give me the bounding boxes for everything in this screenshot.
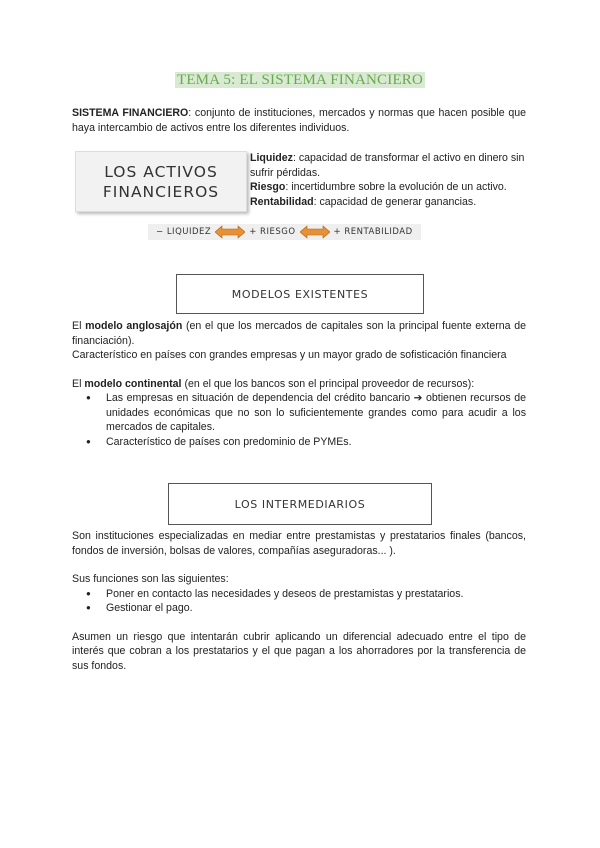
list-item: ● Característico de países con predominio de PYMEs.: [106, 435, 526, 450]
intermediarios-p2: Sus funciones son las siguientes:: [72, 573, 229, 585]
modelos-section: [72, 319, 526, 449]
intermediarios-section: [72, 529, 526, 673]
intro-paragraph: SISTEMA FINANCIERO: conjunto de instituciones, mercados y normas que hacen posible que haya intercambio de activos entre los diferentes individuos.: [72, 107, 526, 134]
modelo-anglosajon-line2: Característico en países con grandes empresas y un mayor grado de sofisticación financiera: [72, 349, 507, 361]
double-arrow-icon: [300, 225, 330, 239]
activos-financieros-image: [75, 151, 247, 212]
double-arrow-icon: [215, 225, 245, 239]
intermediarios-p3: Asumen un riesgo que intentarán cubrir aplicando un diferencial adecuado entre el tipo de interés que cobran a los prestatarios y el que pagan a los ahorradores por la transferencia de sus fondos.: [72, 630, 526, 672]
definition-riesgo: Riesgo: incertidumbre sobre la evolución de un activo.: [250, 181, 507, 193]
intermediarios-heading: LOS INTERMEDIARIOS: [168, 483, 432, 525]
flow-liquidez: − LIQUIDEZ: [156, 227, 212, 237]
activos-line-2: FINANCIEROS: [102, 182, 220, 201]
intermediarios-bullets: [72, 587, 526, 616]
definitions-list: [250, 151, 526, 209]
modelos-heading: MODELOS EXISTENTES: [176, 274, 424, 314]
page-title: TEMA 5: EL SISTEMA FINANCIERO: [176, 72, 424, 88]
intermediarios-p1: Son instituciones especializadas en mediar entre prestamistas y prestatarios finales (bancos, fondos de inversión, bolsas de valores, compañías aseguradoras... ).: [72, 530, 526, 557]
modelo-anglosajon: El modelo anglosajón (en el que los mercados de capitales son la principal fuente externa de financiación).: [72, 320, 527, 347]
modelo-continental-bullets: [72, 391, 526, 449]
list-item: ● Gestionar el pago.: [106, 601, 526, 616]
liquidity-risk-return-diagram: [148, 224, 421, 240]
flow-riesgo: + RIESGO: [249, 227, 296, 237]
list-item: ● Las empresas en situación de dependencia del crédito bancario ➔ obtienen recursos de unidades económicas que no son lo suficientemente grandes como para acudir a los mercados de capitales.: [106, 391, 526, 435]
definition-liquidez: Liquidez: capacidad de transformar el activo en dinero sin sufrir pérdidas.: [250, 152, 525, 179]
activos-line-1: LOS ACTIVOS: [104, 162, 218, 181]
definition-rentabilidad: Rentabilidad: capacidad de generar ganancias.: [250, 195, 477, 208]
modelo-continental: El modelo continental (en el que los bancos son el principal proveedor de recursos):: [72, 377, 475, 390]
flow-rentabilidad: + RENTABILIDAD: [333, 227, 413, 237]
list-item: ● Poner en contacto las necesidades y deseos de prestamistas y prestatarios.: [106, 587, 526, 602]
